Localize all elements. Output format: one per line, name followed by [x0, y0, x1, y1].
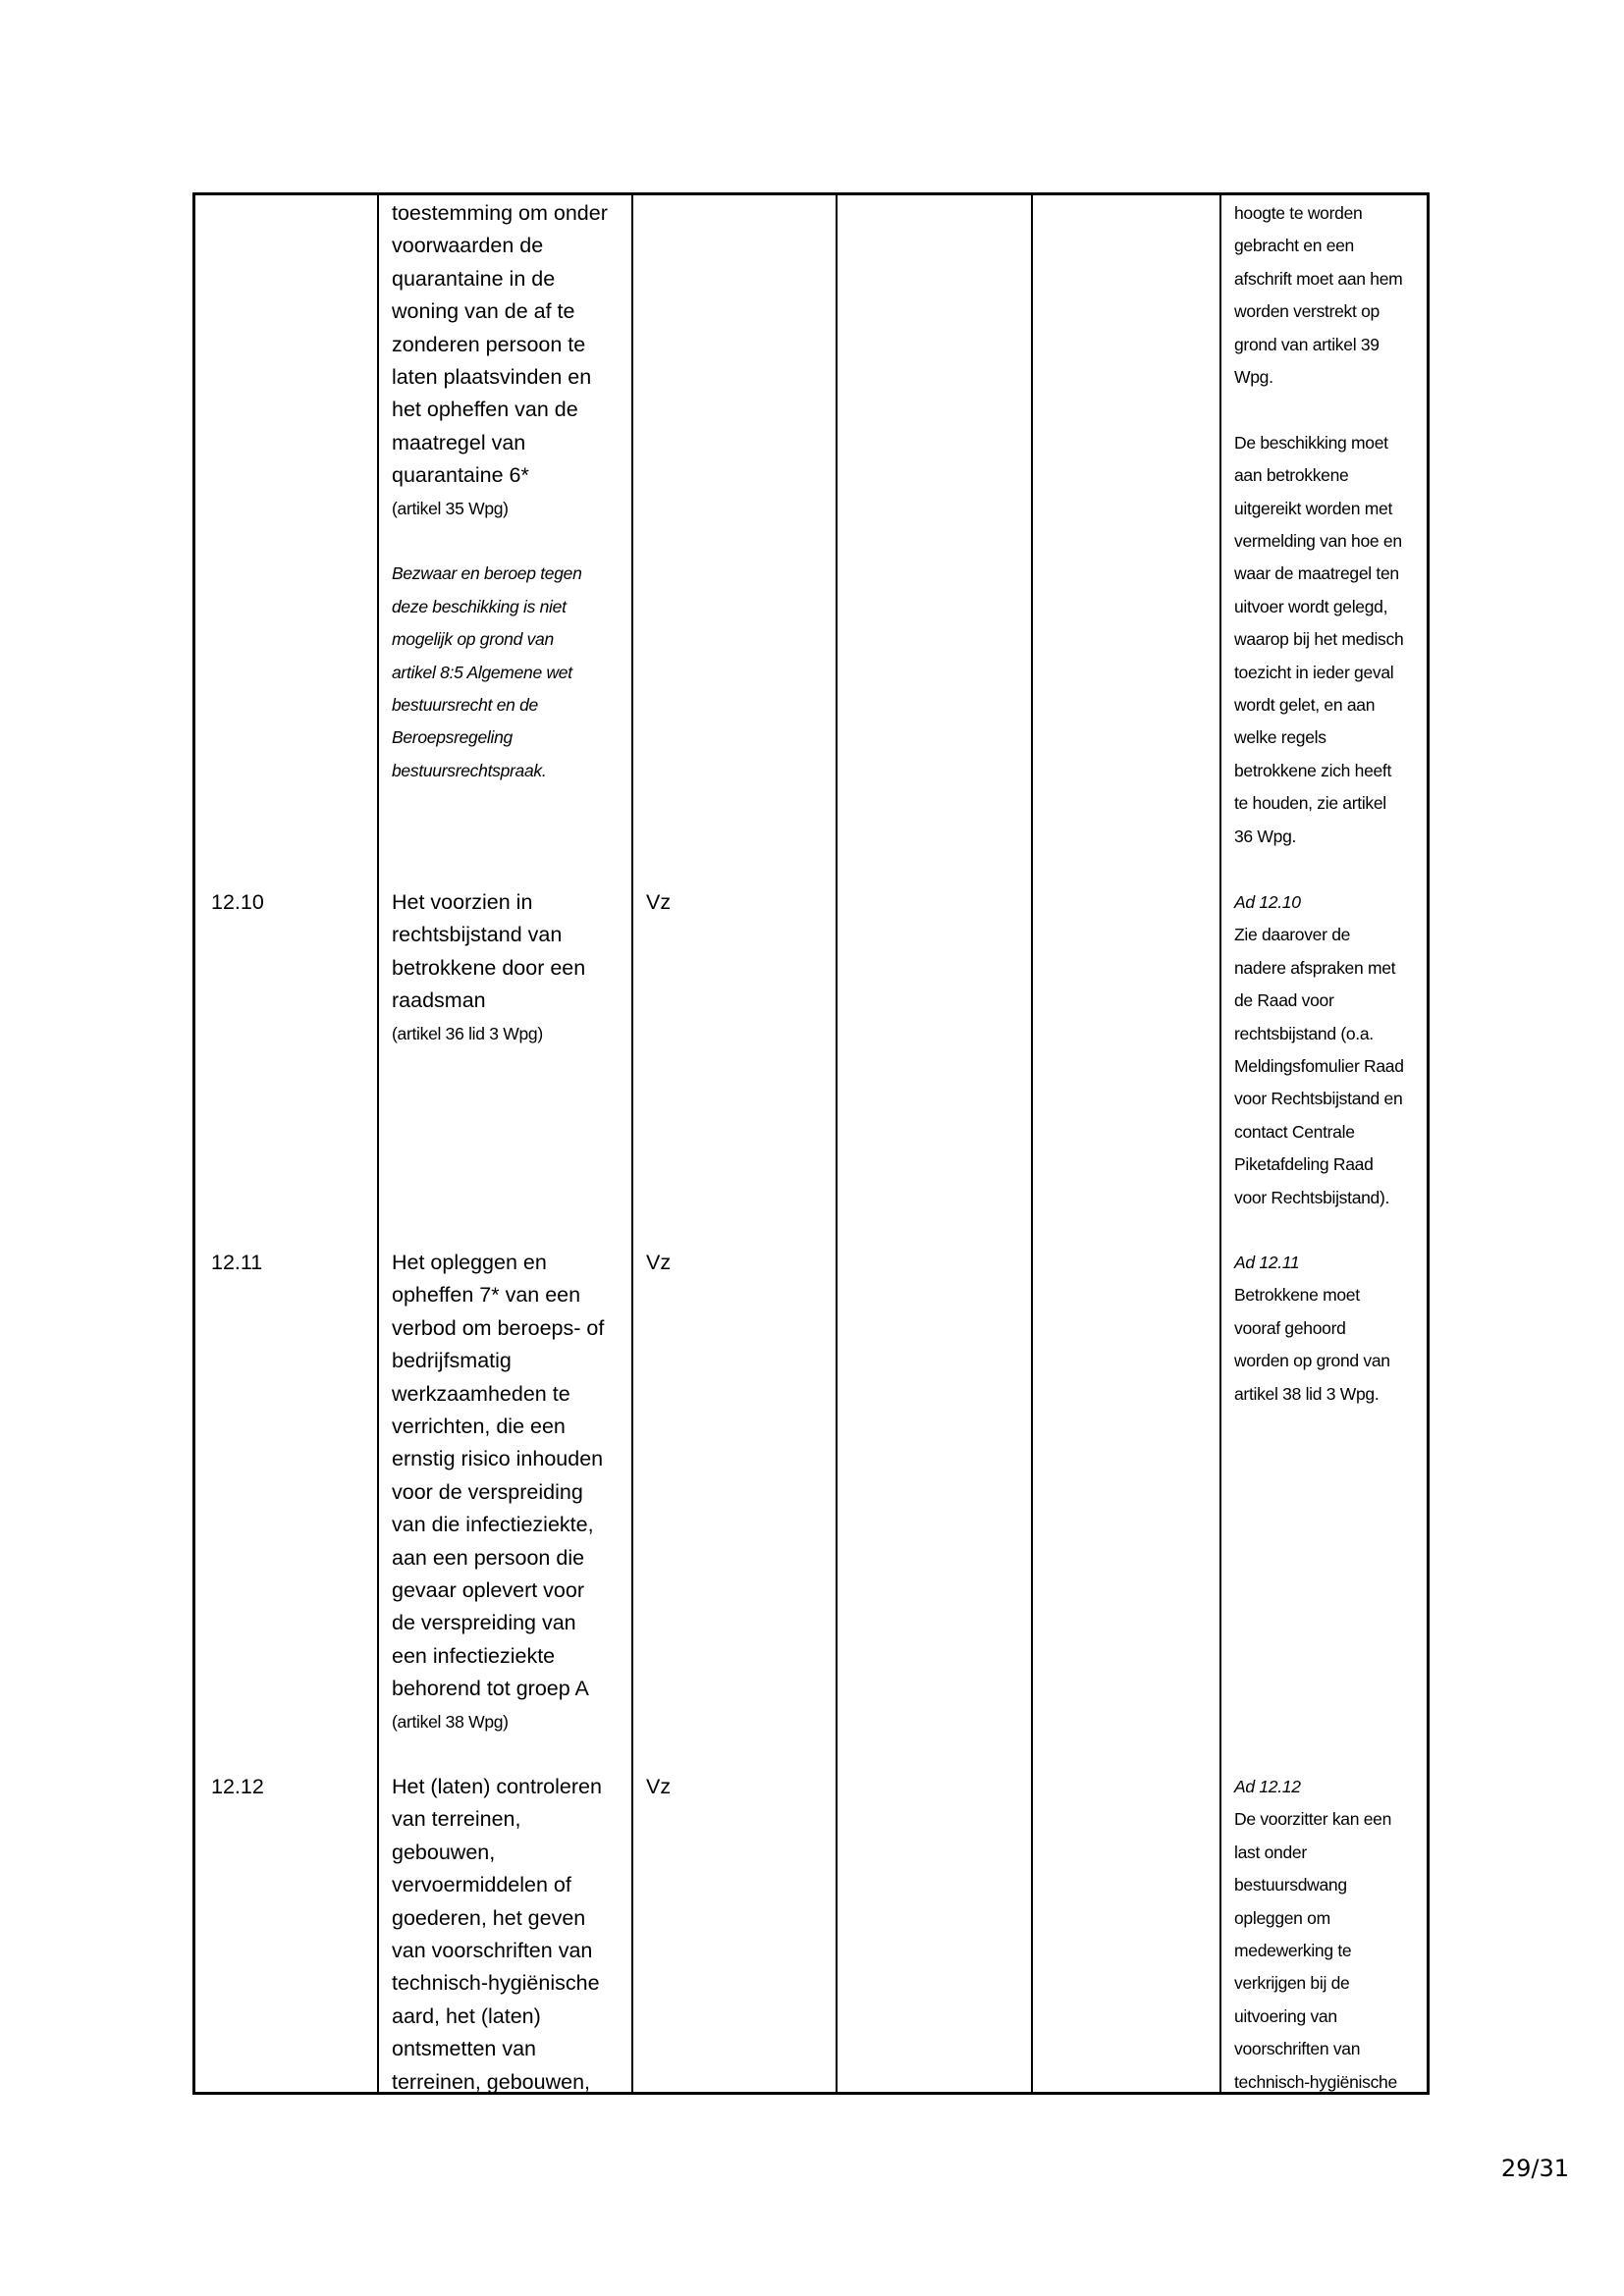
description-line: aard, het (laten) [392, 2003, 541, 2028]
row-number: 12.10 [211, 890, 264, 914]
description-line: toestemming om onder [392, 201, 608, 225]
description-line: rechtsbijstand van [392, 923, 563, 947]
description-line: gebouwen, [392, 1840, 496, 1864]
remark-line: welke regels [1234, 727, 1326, 748]
description-line: gevaar oplevert voor [392, 1578, 584, 1603]
remark-line: worden op grond van [1234, 1351, 1390, 1371]
remark-line: hoogte te worden [1234, 203, 1363, 223]
description-line: van terreinen, [392, 1807, 521, 1832]
continuation-remarks [1234, 197, 1403, 853]
article-reference: (artikel 38 Wpg) [392, 1711, 509, 1732]
remark-line: contact Centrale [1234, 1121, 1355, 1142]
description-line: van voorschriften van [392, 1939, 593, 1963]
description-line: terreinen, gebouwen, [392, 2069, 591, 2094]
remark-line: opleggen om [1234, 1907, 1330, 1928]
row-remarks [1234, 1771, 1397, 2099]
remark-line: waarop bij het medisch [1234, 629, 1404, 650]
description-line: technisch-hygiënische [392, 1971, 600, 1996]
remark-line: 36 Wpg. [1234, 826, 1297, 846]
row-description [392, 1771, 602, 2099]
description-line: betrokkene door een [392, 955, 586, 980]
description-line: aan een persoon die [392, 1545, 585, 1570]
description-line: verrichten, die een [392, 1415, 566, 1439]
note-line: mogelijk op grond van [392, 629, 554, 650]
remark-line: nadere afspraken met [1234, 957, 1396, 978]
remark-line: uitvoering van [1234, 2005, 1337, 2026]
column-divider [377, 195, 379, 2092]
remarks-heading: Ad 12.12 [1234, 1777, 1301, 1796]
description-line: het opheffen van de [392, 398, 578, 422]
note-line: bestuursrecht en de [392, 695, 538, 716]
description-line: verbod om beroeps- of [392, 1315, 605, 1340]
remark-line: de Raad voor [1234, 990, 1334, 1011]
note-line: deze beschikking is niet [392, 596, 567, 616]
page-number: 29/31 [1500, 2155, 1569, 2182]
remark-line: voorschriften van [1234, 2039, 1361, 2059]
remark-line: gebracht en een [1234, 236, 1354, 256]
remark-line: te houden, zie artikel [1234, 793, 1386, 814]
remark-line: last onder [1234, 1842, 1307, 1862]
description-line: Het opleggen en [392, 1251, 547, 1274]
remark-line: verkrijgen bij de [1234, 1973, 1350, 1994]
remark-line: voor Rechtsbijstand en [1234, 1089, 1403, 1109]
row-description [392, 886, 585, 1050]
measures-table [192, 192, 1430, 2095]
remark-line: grond van artikel 39 [1234, 334, 1380, 354]
remarks-heading: Ad 12.10 [1234, 892, 1301, 912]
column-divider [1031, 195, 1033, 2092]
article-reference: (artikel 36 lid 3 Wpg) [392, 1023, 543, 1043]
description-line: voorwaarden de [392, 234, 544, 258]
note-line: Beroepsregeling [392, 727, 513, 748]
description-line: maatregel van [392, 430, 526, 454]
description-line: de verspreiding van [392, 1611, 576, 1635]
remark-line: uitgereikt worden met [1234, 498, 1393, 518]
description-line: voor de verspreiding [392, 1479, 583, 1504]
note-line: artikel 8:5 Algemene wet [392, 662, 572, 682]
remark-line: bestuursdwang [1234, 1875, 1347, 1896]
remark-line: betrokkene zich heeft [1234, 760, 1392, 780]
remark-line: worden verstrekt op [1234, 301, 1380, 322]
description-line: laten plaatsvinden en [392, 365, 592, 390]
description-line: raadsman [392, 988, 486, 1013]
description-line: zonderen persoon te [392, 332, 586, 356]
remark-line: Zie daarover de [1234, 925, 1351, 945]
remark-line: vermelding van hoe en [1234, 531, 1402, 552]
remark-line: De beschikking moet [1234, 432, 1388, 453]
description-line: opheffen 7* van een [392, 1283, 581, 1308]
row-authority: Vz [646, 1251, 672, 1274]
remarks-heading: Ad 12.11 [1234, 1253, 1300, 1272]
description-line: een infectieziekte [392, 1643, 556, 1668]
remark-line: wordt gelet, en aan [1234, 695, 1376, 716]
remark-line: rechtsbijstand (o.a. [1234, 1023, 1374, 1043]
article-reference: (artikel 35 Wpg) [392, 498, 509, 518]
remark-line: Betrokkene moet [1234, 1285, 1360, 1306]
remark-line: waar de maatregel ten [1234, 563, 1399, 584]
description-line: goederen, het geven [392, 1905, 586, 1930]
remark-line: Piketafdeling Raad [1234, 1154, 1374, 1175]
description-line: Het voorzien in [392, 890, 533, 914]
description-line: woning van de af te [392, 299, 575, 324]
row-number: 12.12 [211, 1775, 264, 1798]
note-line: Bezwaar en beroep tegen [392, 563, 582, 584]
remark-line: De voorzitter kan een [1234, 1809, 1392, 1830]
description-line: ernstig risico inhouden [392, 1447, 604, 1471]
remark-line: aan betrokkene [1234, 465, 1349, 486]
description-line: ontsmetten van [392, 2037, 537, 2061]
description-line: werkzaamheden te [392, 1381, 570, 1406]
remark-line: uitvoer wordt gelegd, [1234, 596, 1388, 616]
row-remarks [1234, 1247, 1390, 1411]
remark-line: afschrift moet aan hem [1234, 268, 1403, 289]
remark-line: Meldingsfomulier Raad [1234, 1056, 1404, 1077]
description-line: bedrijfsmatig [392, 1349, 512, 1373]
remark-line: toezicht in ieder geval [1234, 662, 1394, 682]
row-number: 12.11 [211, 1251, 263, 1274]
column-divider [836, 195, 838, 2092]
column-divider [1219, 195, 1221, 2092]
description-line: vervoermiddelen of [392, 1873, 571, 1897]
remark-line: artikel 38 lid 3 Wpg. [1234, 1383, 1380, 1404]
description-line: behorend tot groep A [392, 1677, 589, 1701]
remark-line: medewerking te [1234, 1941, 1352, 1961]
description-line: van die infectieziekte, [392, 1513, 594, 1537]
continuation-description [392, 197, 608, 787]
column-divider [631, 195, 633, 2092]
description-line: Het (laten) controleren [392, 1775, 602, 1798]
remark-line: Wpg. [1234, 367, 1273, 388]
row-description [392, 1247, 604, 1738]
remark-line: voor Rechtsbijstand). [1234, 1187, 1390, 1207]
note-line: bestuursrechtspraak. [392, 760, 547, 780]
description-line: quarantaine 6* [392, 463, 529, 488]
description-line: quarantaine in de [392, 266, 556, 291]
remark-line: vooraf gehoord [1234, 1317, 1346, 1338]
row-remarks [1234, 886, 1404, 1214]
row-authority: Vz [646, 890, 672, 914]
row-authority: Vz [646, 1775, 672, 1798]
remark-line: technisch-hygiënische [1234, 2071, 1397, 2092]
